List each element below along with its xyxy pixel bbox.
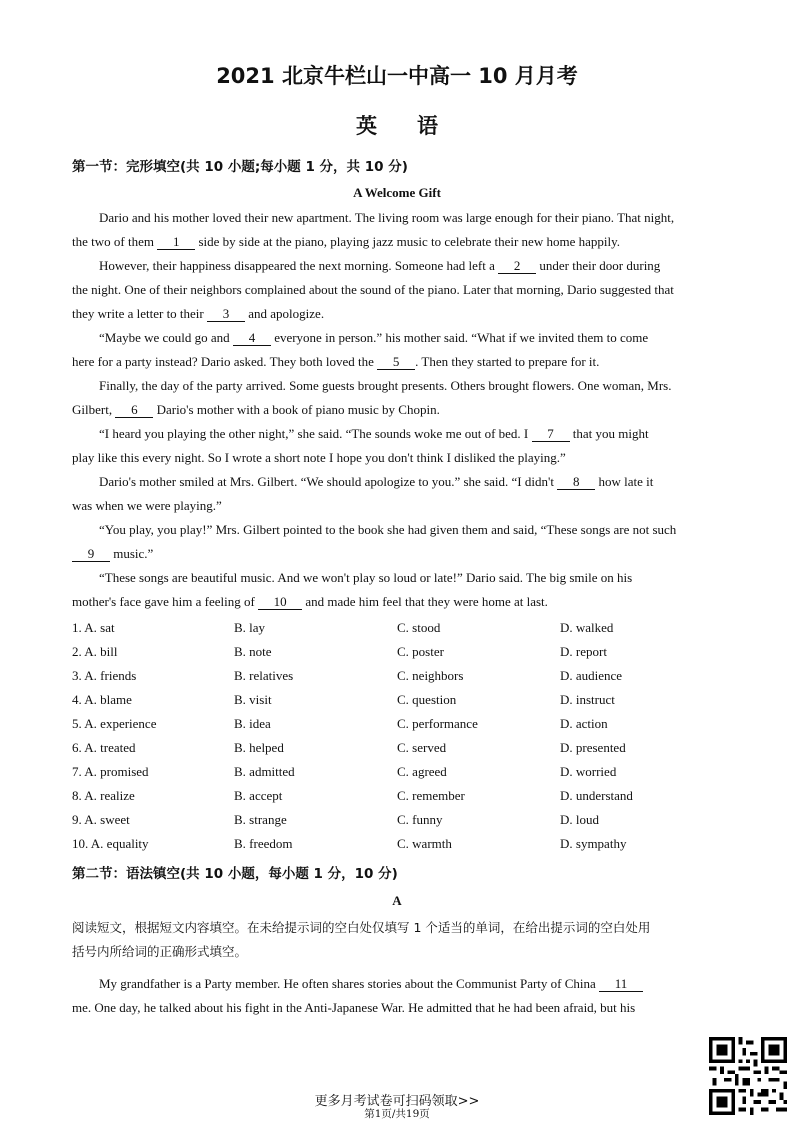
passage-text: they write a letter to their [72, 306, 208, 321]
passage-text: “Maybe we could go and [99, 330, 233, 345]
passage-line [72, 278, 724, 302]
blank-6[interactable]: 6 [115, 403, 153, 418]
passage-text: and apologize. [245, 306, 325, 321]
passage-text: Dario and his mother loved their new apartment. The living room was large enough for their piano. That night, [99, 210, 675, 225]
blank-5[interactable]: 5 [377, 355, 415, 370]
passage-line [72, 446, 724, 470]
option-item[interactable]: B. freedom [234, 836, 293, 851]
option-item[interactable]: D. action [560, 716, 608, 731]
option-item[interactable]: D. report [560, 644, 607, 659]
option-item[interactable]: 10. A. equality [72, 836, 149, 851]
passage-text: was when we were playing.” [72, 498, 222, 513]
passage-text: how late it [595, 474, 654, 489]
section1-heading: 第一节：完形填空(共 10 小题;每小题 1 分，共 10 分) [72, 159, 408, 175]
passage-text: Finally, the day of the party arrived. Some guests brought presents. Others brought flowers. One woman, Mrs. [99, 378, 672, 393]
passage-text: Dario's mother with a book of piano music by Chopin. [153, 402, 440, 417]
option-item[interactable]: C. performance [397, 716, 478, 731]
option-item[interactable]: D. audience [560, 668, 623, 683]
passage-line [72, 590, 724, 614]
passage-line [72, 230, 724, 254]
passage-line [72, 972, 751, 996]
footer-promo[interactable]: 更多月考试卷可扫码领取>> [314, 1094, 480, 1109]
option-item[interactable]: C. question [397, 692, 457, 707]
passage-text: Dario's mother smiled at Mrs. Gilbert. “We should apologize to you.” she said. “I didn't [99, 474, 558, 489]
instruction-line: 括号内所给词的正确形式填空。 [72, 944, 248, 959]
option-item[interactable]: C. stood [397, 620, 441, 635]
option-item[interactable]: C. agreed [397, 764, 447, 779]
page-number: 第1页/共19页 [364, 1108, 430, 1120]
option-item[interactable]: C. warmth [397, 836, 452, 851]
option-row [72, 640, 724, 664]
option-item[interactable]: D. understand [560, 788, 633, 803]
option-row [72, 808, 724, 832]
option-row [72, 664, 724, 688]
option-item[interactable]: 1. A. sat [72, 620, 115, 635]
option-item[interactable]: D. loud [560, 812, 599, 827]
option-item[interactable]: B. helped [234, 740, 284, 755]
option-item[interactable]: D. presented [560, 740, 626, 755]
passage-text: play like this every night. So I wrote a short note I hope you don't think I disliked the playing.” [72, 450, 566, 465]
passage-text: the night. One of their neighbors complained about the sound of the piano. Later that morning, Dario suggested that [72, 282, 674, 297]
option-item[interactable]: B. lay [234, 620, 266, 635]
part-label: A [392, 893, 402, 908]
passage-line [72, 566, 751, 590]
passage-line [72, 996, 724, 1020]
option-row [72, 760, 724, 784]
option-row [72, 736, 724, 760]
passage-text: under their door during [536, 258, 661, 273]
option-item[interactable]: B. accept [234, 788, 283, 803]
blank-9[interactable]: 9 [72, 547, 110, 562]
option-item[interactable]: 8. A. realize [72, 788, 135, 803]
blank-3[interactable]: 3 [207, 307, 245, 322]
passage-line [72, 494, 724, 518]
option-row [72, 616, 724, 640]
option-row [72, 712, 724, 736]
option-item[interactable]: 5. A. experience [72, 716, 157, 731]
blank-4[interactable]: 4 [233, 331, 271, 346]
option-item[interactable]: D. sympathy [560, 836, 627, 851]
passage-line [72, 470, 751, 494]
passage-line [72, 350, 724, 374]
passage-line [72, 374, 751, 398]
blank-11[interactable]: 11 [599, 977, 643, 992]
option-row [72, 832, 724, 856]
option-item[interactable]: C. poster [397, 644, 444, 659]
passage-text: that you might [569, 426, 649, 441]
passage-text: “These songs are beautiful music. And we won't play so loud or late!” Dario said. The big smile on his [99, 570, 633, 585]
option-item[interactable]: B. relatives [234, 668, 294, 683]
option-item[interactable]: 4. A. blame [72, 692, 132, 707]
passage-text: everyone in person.” his mother said. “What if we invited them to come [270, 330, 649, 345]
passage-title: A Welcome Gift [353, 185, 441, 200]
option-item[interactable]: 3. A. friends [72, 668, 137, 683]
instruction-line: 阅读短文，根据短文内容填空。在未给提示词的空白处仅填写 1 个适当的单词，在给出提示词的空白处用 [72, 920, 651, 935]
subject-char: 语 [417, 114, 438, 138]
blank-7[interactable]: 7 [532, 427, 570, 442]
option-item[interactable]: 2. A. bill [72, 644, 118, 659]
passage-line [72, 254, 751, 278]
passage-line [72, 542, 724, 566]
passage-line [72, 302, 724, 326]
passage-text: music.” [110, 546, 154, 561]
passage-text: “I heard you playing the other night,” she said. “The sounds woke me out of bed. I [99, 426, 532, 441]
exam-title: 2021 北京牛栏山一中高一 10 月月考 [216, 64, 578, 88]
passage-text: me. One day, he talked about his fight in the Anti-Japanese War. He admitted that he had been afraid, but his [72, 1000, 636, 1015]
passage-text: However, their happiness disappeared the next morning. Someone had left a [99, 258, 499, 273]
blank-1[interactable]: 1 [157, 235, 195, 250]
option-item[interactable]: C. remember [397, 788, 465, 803]
option-item[interactable]: B. admitted [234, 764, 295, 779]
passage-text: . Then they started to prepare for it. [415, 354, 600, 369]
subject-title [0, 110, 794, 140]
option-item[interactable]: B. strange [234, 812, 287, 827]
option-item[interactable]: C. neighbors [397, 668, 464, 683]
option-item[interactable]: 9. A. sweet [72, 812, 130, 827]
blank-8[interactable]: 8 [557, 475, 595, 490]
option-row [72, 688, 724, 712]
passage-line [72, 326, 751, 350]
option-item[interactable]: B. note [234, 644, 272, 659]
option-row [72, 784, 724, 808]
option-item[interactable]: C. served [397, 740, 447, 755]
passage-line [72, 398, 724, 422]
passage-text: and made him feel that they were home at last. [302, 594, 548, 609]
passage-text: Gilbert, [72, 402, 116, 417]
passage-line [72, 518, 751, 542]
passage-text: the two of them [72, 234, 158, 249]
passage-text: mother's face gave him a feeling of [72, 594, 259, 609]
passage-line [72, 422, 751, 446]
section2-heading: 第二节：语法镇空(共 10 小题，每小题 1 分，10 分) [72, 866, 398, 882]
blank-10[interactable]: 10 [258, 595, 302, 610]
option-item[interactable]: D. worried [560, 764, 617, 779]
passage-text: “You play, you play!” Mrs. Gilbert pointed to the book she had given them and said, “These songs are not such [99, 522, 677, 537]
option-item[interactable]: 7. A. promised [72, 764, 149, 779]
passage-text: My grandfather is a Party member. He often shares stories about the Communist Party of China [99, 976, 600, 991]
option-item[interactable]: B. idea [234, 716, 271, 731]
passage-text: here for a party instead? Dario asked. They both loved the [72, 354, 378, 369]
option-item[interactable]: B. visit [234, 692, 272, 707]
passage-text: side by side at the piano, playing jazz music to celebrate their new home happily. [195, 234, 620, 249]
passage-line [72, 206, 751, 230]
option-item[interactable]: 6. A. treated [72, 740, 136, 755]
blank-2[interactable]: 2 [498, 259, 536, 274]
option-item[interactable]: C. funny [397, 812, 443, 827]
option-item[interactable]: D. instruct [560, 692, 615, 707]
subject-char: 英 [356, 114, 377, 138]
option-item[interactable]: D. walked [560, 620, 614, 635]
